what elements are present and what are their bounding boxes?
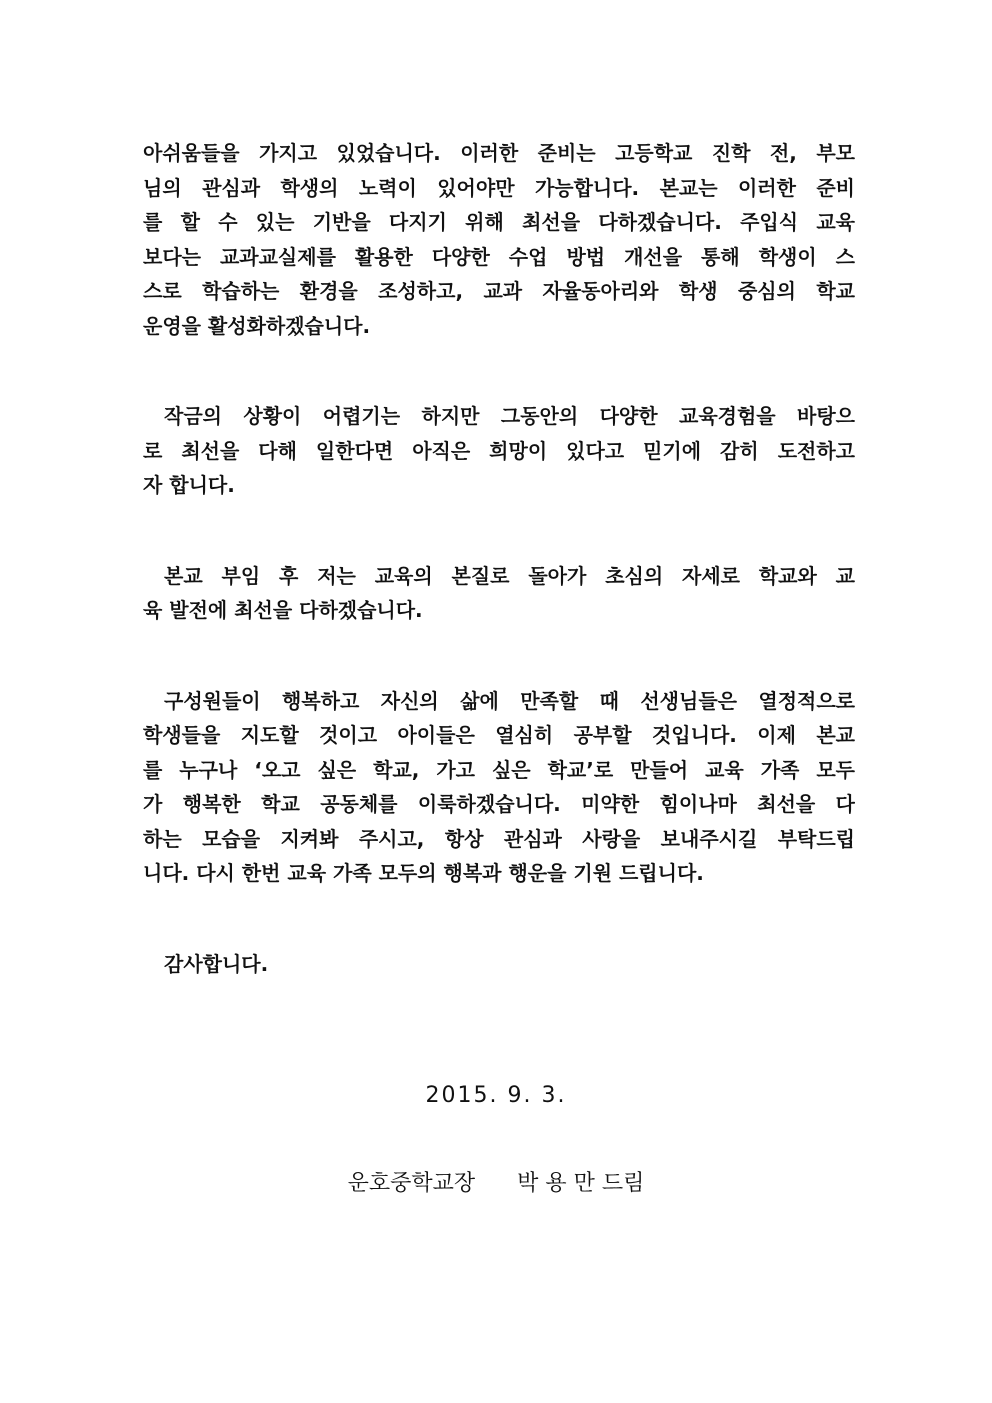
closing-line: 감사합니다. [164, 951, 269, 976]
text-line: 로 최선을 다해 일한다면 아직은 희망이 있다고 믿기에 감히 도전하고 [143, 438, 855, 463]
text-line: 를 할 수 있는 기반을 다지기 위해 최선을 다하겠습니다. 주입식 교육 [143, 210, 855, 234]
text-line: 구성원들이 행복하고 자신의 삶에 만족할 때 선생님들은 열정적으로 [164, 688, 855, 713]
text-line: 아쉬움들을 가지고 있었습니다. 이러한 준비는 고등학교 진학 전, 부모 [143, 141, 855, 165]
paragraph-1 [143, 136, 855, 343]
text-line: 하는 모습을 지켜봐 주시고, 항상 관심과 사랑을 보내주시길 부탁드립 [143, 826, 855, 851]
closing-paragraph [143, 947, 855, 982]
letter-body [143, 136, 855, 1037]
signature-title: 운호중학교장 [347, 1171, 476, 1196]
text-line: 를 누구나 ‘오고 싶은 학교, 가고 싶은 학교’로 만들어 교육 가족 모두 [143, 757, 855, 782]
signature-name: 박 용 만 드림 [517, 1171, 645, 1196]
text-line: 가 행복한 학교 공동체를 이룩하겠습니다. 미약한 힘이나마 최선을 다 [143, 792, 855, 816]
letter-date: 2015. 9. 3. [425, 1083, 567, 1108]
text-line: 학생들을 지도할 것이고 아이들은 열심히 공부할 것입니다. 이제 본교 [143, 723, 855, 747]
text-line: 작금의 상황이 어렵기는 하지만 그동안의 다양한 교육경험을 바탕으 [164, 404, 855, 428]
signature-block [0, 1168, 992, 1200]
text-line: 육 발전에 최선을 다하겠습니다. [143, 598, 423, 622]
text-line: 님의 관심과 학생의 노력이 있어야만 가능합니다. 본교는 이러한 준비 [143, 175, 855, 200]
text-line: 자 합니다. [143, 473, 235, 497]
text-line: 보다는 교과교실제를 활용한 다양한 수업 방법 개선을 통해 학생이 스 [143, 244, 855, 269]
paragraph-2 [143, 399, 855, 503]
text-line: 운영을 활성화하겠습니다. [143, 313, 371, 338]
paragraph-4 [143, 684, 855, 891]
text-line: 스로 학습하는 환경을 조성하고, 교과 자율동아리와 학생 중심의 학교 [143, 279, 855, 303]
paragraph-3 [143, 559, 855, 628]
text-line: 니다. 다시 한번 교육 가족 모두의 행복과 행운을 기원 드립니다. [143, 861, 704, 885]
text-line: 본교 부임 후 저는 교육의 본질로 돌아가 초심의 자세로 학교와 교 [164, 563, 855, 588]
